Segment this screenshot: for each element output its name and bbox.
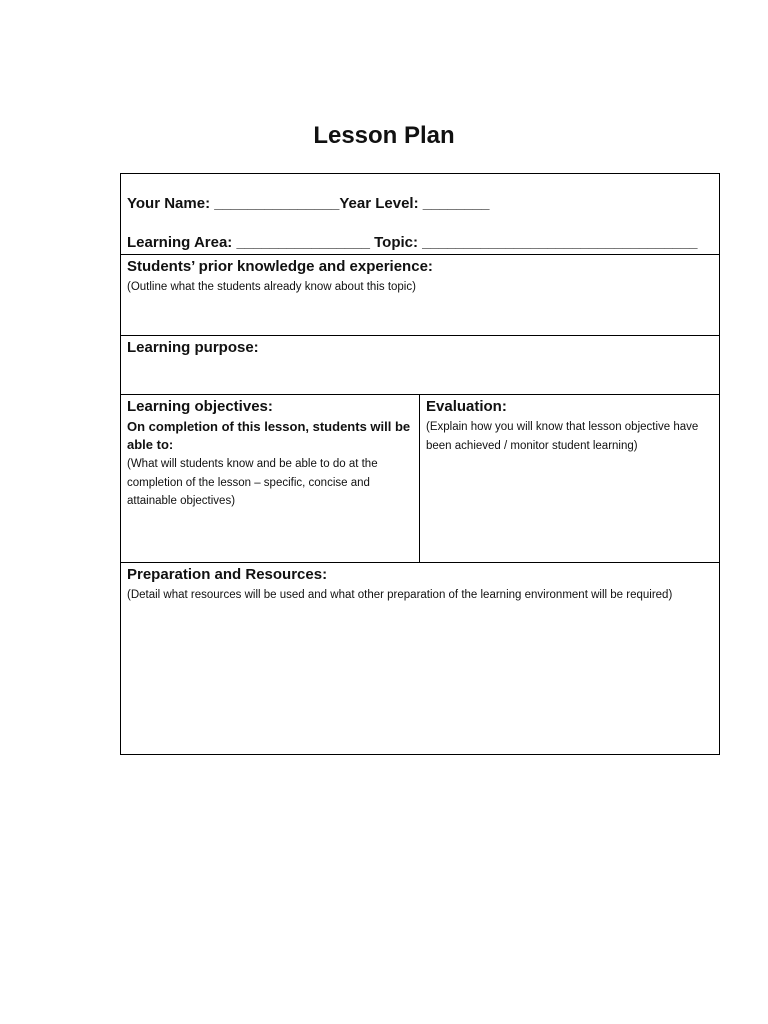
lesson-plan-table	[120, 173, 720, 755]
page-title: Lesson Plan	[313, 122, 455, 149]
objectives-note-line: completion of the lesson – specific, concise and	[127, 476, 370, 489]
evaluation-heading: Evaluation:	[426, 398, 507, 415]
preparation-note: (Detail what resources will be used and what other preparation of the learning environment will be required)	[127, 589, 673, 601]
prior-knowledge-note: (Outline what the students already know about this topic)	[127, 281, 416, 293]
learning-purpose-heading: Learning purpose:	[127, 339, 259, 356]
divider	[121, 394, 719, 395]
objectives-note-line: (What will students know and be able to do at the	[127, 458, 378, 470]
preparation-heading: Preparation and Resources:	[127, 566, 328, 583]
evaluation-note-line: been achieved / monitor student learning)	[426, 440, 638, 452]
learning-objectives-heading: Learning objectives:	[127, 398, 273, 415]
divider	[121, 335, 719, 336]
area-topic-field-row[interactable]: Learning Area: ________________ Topic: _________________________________	[127, 234, 698, 251]
column-divider	[419, 394, 420, 562]
objectives-subheading-line: able to:	[127, 437, 174, 452]
divider	[121, 254, 719, 255]
name-year-field-row[interactable]: Your Name: _______________Year Level: ________	[127, 195, 490, 212]
objectives-subheading-line: On completion of this lesson, students will be	[127, 419, 411, 434]
prior-knowledge-heading: Students’ prior knowledge and experience:	[127, 258, 433, 275]
evaluation-note-line: (Explain how you will know that lesson objective have	[426, 421, 699, 433]
divider	[121, 562, 719, 563]
objectives-note-line: attainable objectives)	[127, 495, 236, 507]
